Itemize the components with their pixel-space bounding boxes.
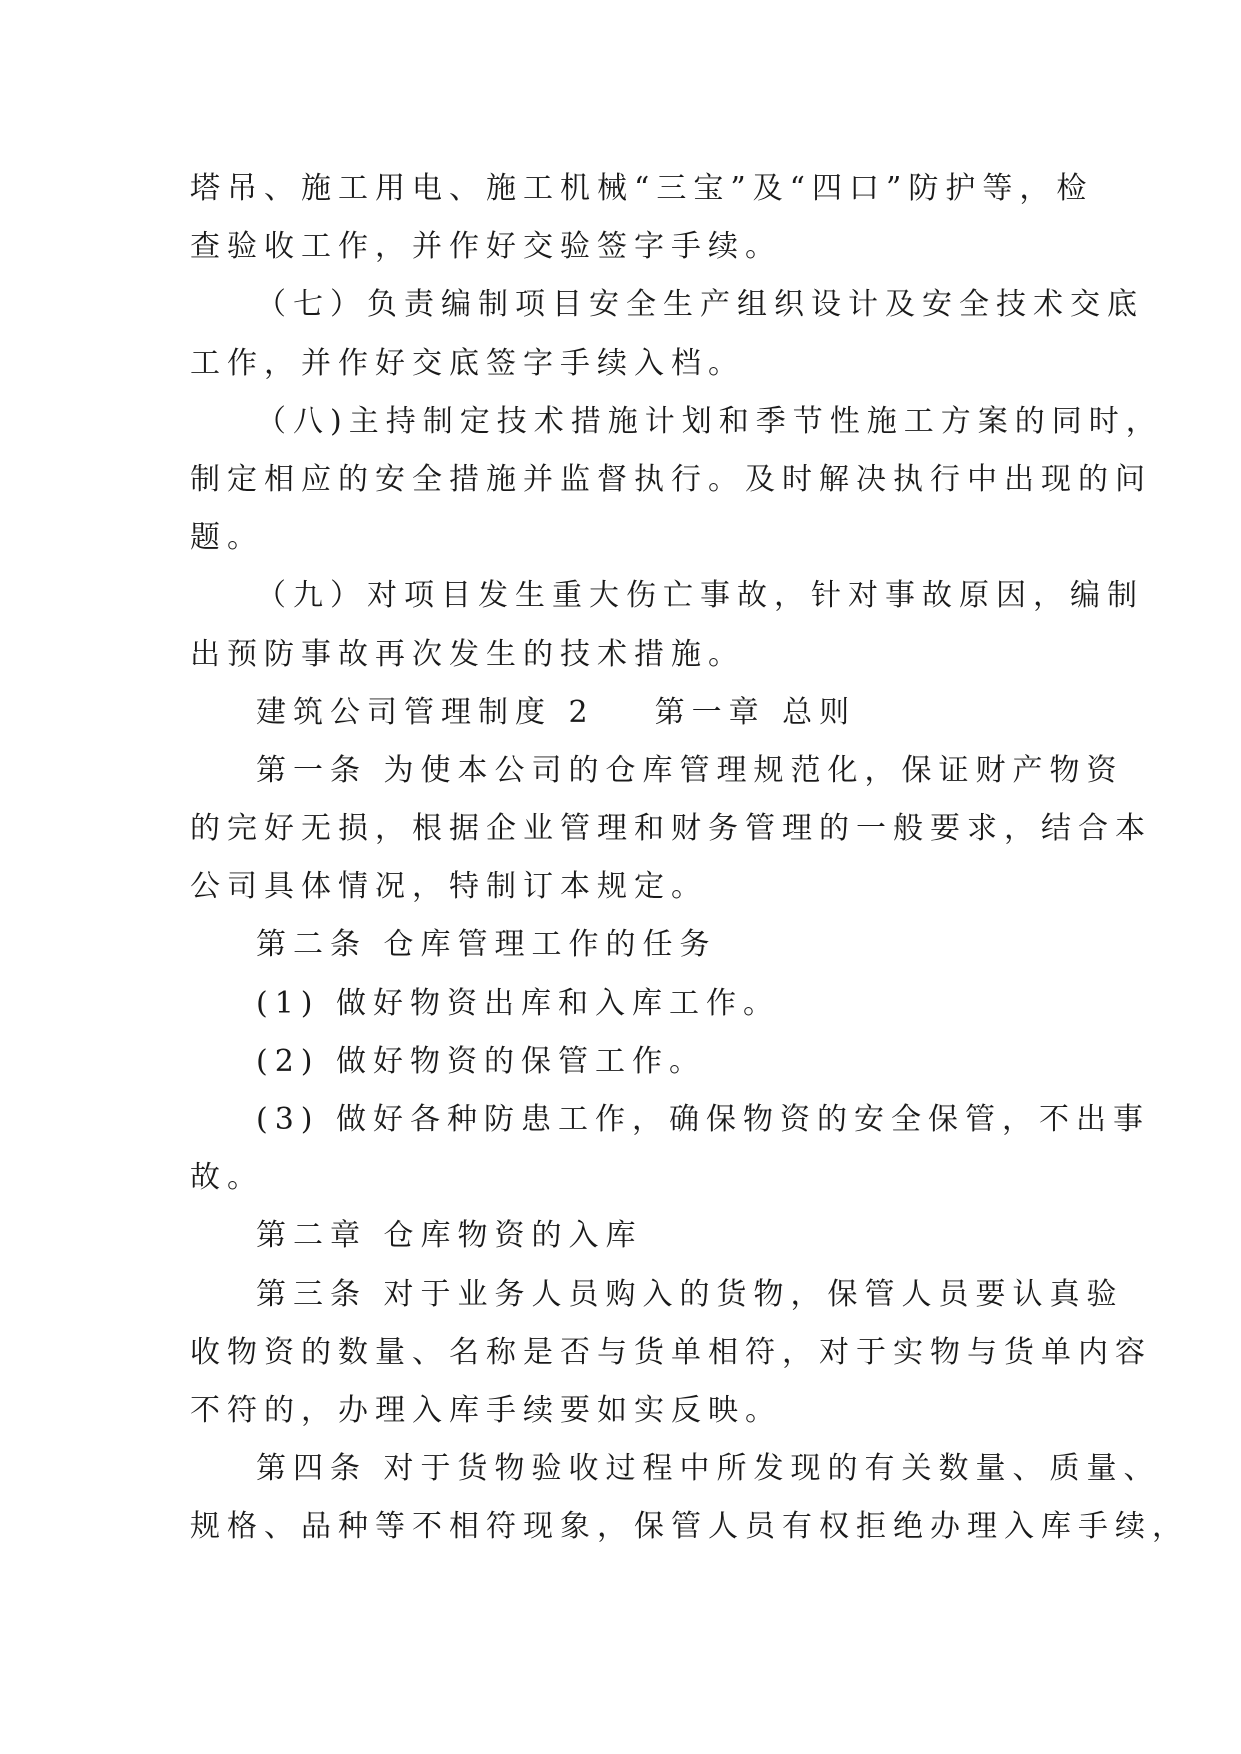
- document-title: 建筑公司管理制度 2: [256, 694, 595, 730]
- text-line: 题。: [190, 520, 264, 556]
- text-line: 塔吊、施工用电、施工机械“三宝”及“四口”防护等，检: [190, 171, 1094, 206]
- text-line: 的完好无损，根据企业管理和财务管理的一般要求，结合本: [190, 811, 1152, 847]
- chapter-heading: 第二章 仓库物资的入库: [256, 1218, 643, 1254]
- text-line: 工作，并作好交底签字手续入档。: [190, 345, 745, 381]
- text-line: 规格、品种等不相符现象，保管人员有权拒绝办理入库手续，: [190, 1509, 1189, 1545]
- text-line: 第四条 对于货物验收过程中所发现的有关数量、质量、: [256, 1451, 1161, 1487]
- chapter-heading: 第一章 总则: [654, 694, 857, 730]
- list-item: (3) 做好各种防患工作，确保物资的安全保管，不出事: [256, 1102, 1151, 1137]
- text-line: 第一条 为使本公司的仓库管理规范化，保证财产物资: [256, 752, 1124, 788]
- text-line: （七）负责编制项目安全生产组织设计及安全技术交底: [256, 287, 1144, 323]
- document-body: [190, 160, 1189, 1557]
- text-line: 查验收工作，并作好交验签字手续。: [190, 229, 782, 265]
- text-line: 公司具体情况，特制订本规定。: [190, 869, 708, 905]
- list-item: (1) 做好物资出库和入库工作。: [256, 985, 781, 1021]
- text-line: （九）对项目发生重大伤亡事故，针对事故原因，编制: [256, 578, 1144, 614]
- text-line: 故。: [190, 1160, 264, 1196]
- text-line: 制定相应的安全措施并监督执行。及时解决执行中出现的问: [190, 461, 1152, 497]
- list-item: (2) 做好物资的保管工作。: [256, 1043, 707, 1079]
- text-line: 不符的，办理入库手续要如实反映。: [190, 1392, 782, 1428]
- text-line: （八)主持制定技术措施计划和季节性施工方案的同时，: [256, 403, 1163, 439]
- text-line: 第二条 仓库管理工作的任务: [256, 927, 717, 963]
- text-line: 收物资的数量、名称是否与货单相符，对于实物与货单内容: [190, 1334, 1152, 1370]
- text-line: 第三条 对于业务人员购入的货物，保管人员要认真验: [256, 1276, 1124, 1312]
- section-heading: [190, 684, 1070, 742]
- text-line: 出预防事故再次发生的技术措施。: [190, 636, 745, 672]
